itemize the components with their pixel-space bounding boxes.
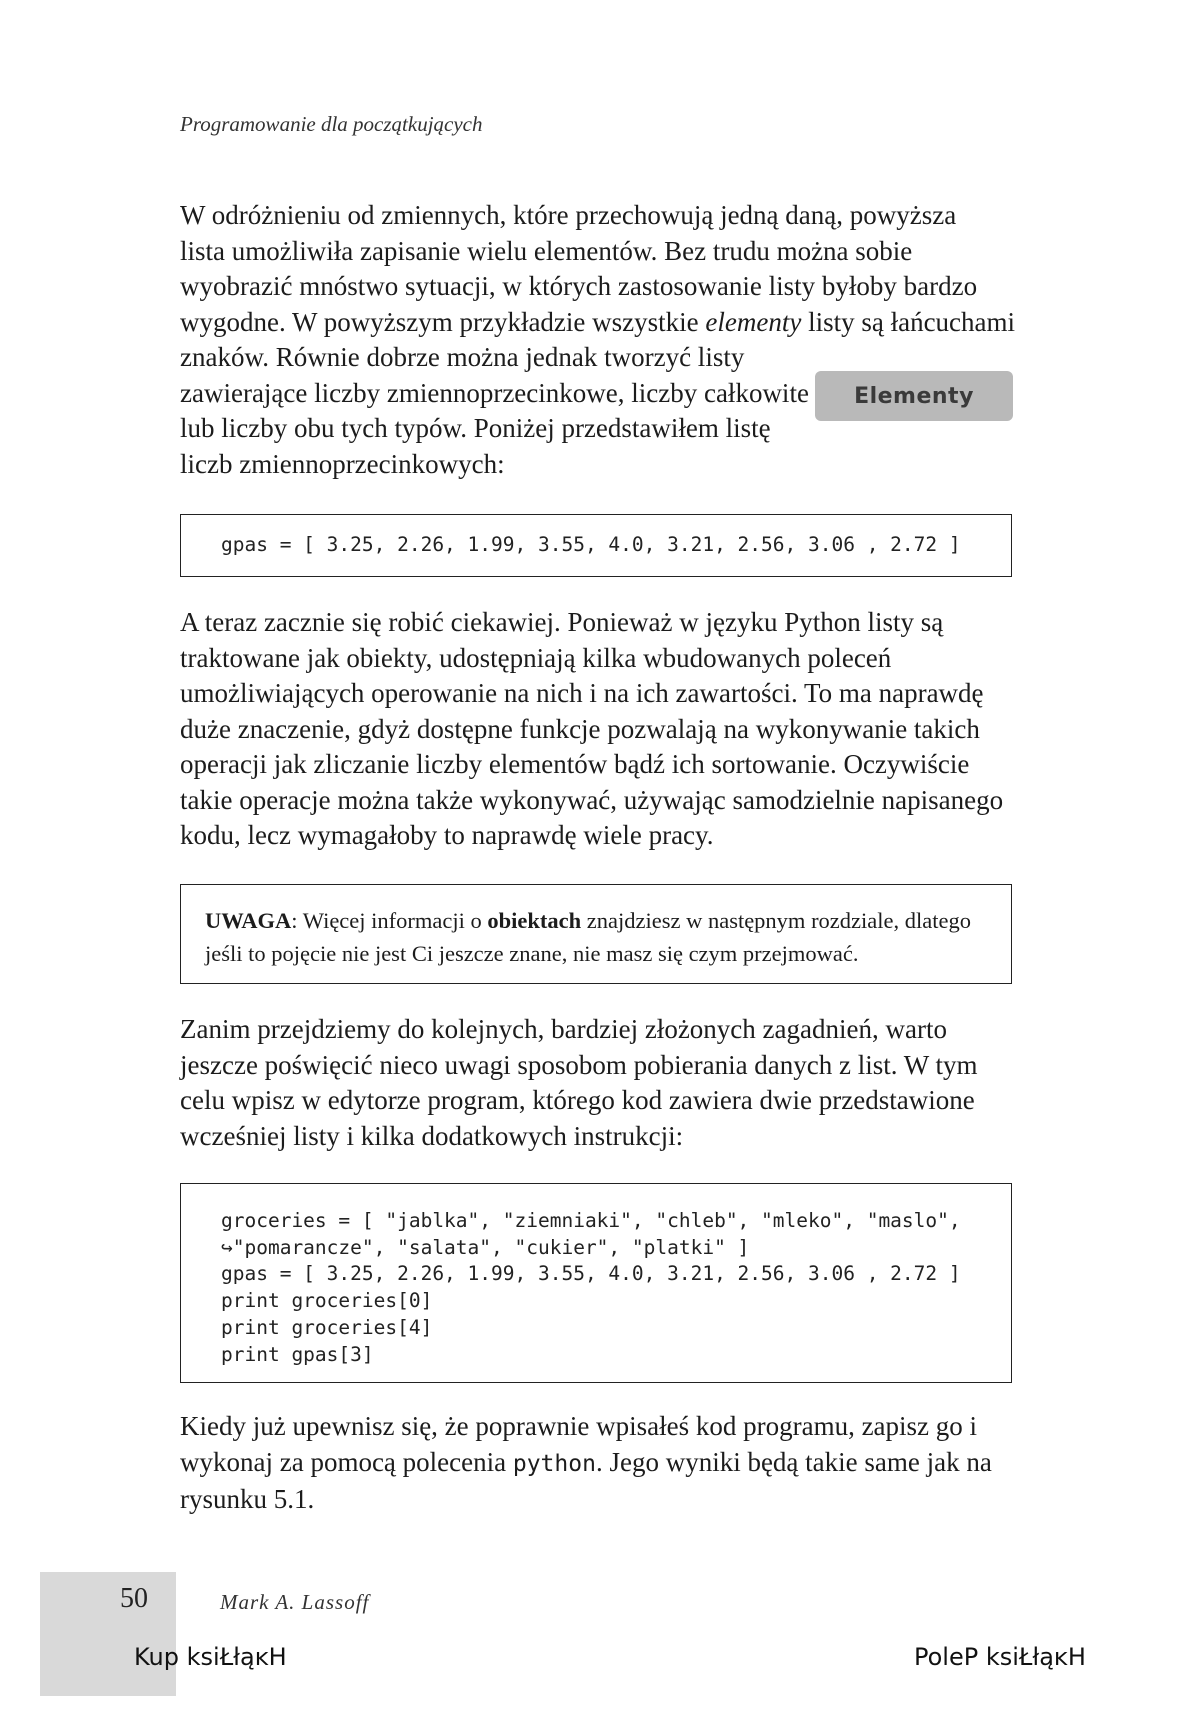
- code-line: ↪"pomarancze", "salata", "cukier", "platki" ]: [221, 1235, 750, 1259]
- paragraph-2: A teraz zacznie się robić ciekawiej. Ponieważ w języku Python listy są traktowane jak obiekty, udostępniają kilka wbudowanych poleceń umożliwiających operowanie na nich i na ich zawartości. To ma naprawdę duże znaczenie, gdyż dostępne funkcje pozwalają na wykonywanie takich operacji jak zliczanie liczby elementów bądź ich sortowanie. Oczywiście takie operacje można także wykonywać, używając samodzielnie napisanego kodu, lecz wymagałoby to naprawdę wiele pracy.: [180, 607, 1004, 850]
- code-line: groceries = [ "jablka", "ziemniaki", "chleb", "mleko", "maslo",: [221, 1209, 961, 1232]
- paragraph-1-line: [180, 305, 1016, 341]
- code-block-program: [180, 1183, 1012, 1383]
- side-tag-elementy: Elementy: [815, 371, 1013, 421]
- code-line: print groceries[0]: [221, 1289, 433, 1313]
- text-run: wygodne. W powyższym przykładzie wszystkie: [180, 306, 706, 337]
- paragraph-1-line: lub liczby obu tych typów. Poniżej przedstawiłem listę: [180, 413, 771, 443]
- paragraph-3: Zanim przejdziemy do kolejnych, bardziej złożonych zagadnień, warto jeszcze poświęcić nieco uwagi sposobom pobierania danych z list. W tym celu wpisz w edytorze program, którego kod zawiera dwie przedstawione wcześniej listy i kilka dodatkowych instrukcji:: [180, 1014, 978, 1151]
- paragraph-4: [180, 1409, 1010, 1518]
- paragraph-1-line: zawierające liczby zmiennoprzecinkowe, liczby całkowite: [180, 377, 809, 408]
- note-label: UWAGA: [205, 908, 292, 933]
- paragraph-1-line: liczb zmiennoprzecinkowych:: [180, 448, 505, 479]
- paragraph-1-line: lista umożliwiła zapisanie wielu elementów. Bez trudu można sobie: [180, 235, 913, 266]
- code-line: print gpas[3]: [221, 1342, 374, 1366]
- paragraph-1-line: W odróżnieniu od zmiennych, które przechowują jedną daną, powyższa: [180, 200, 957, 230]
- rate-book-link[interactable]: PoleP ksiŁłąĸH: [914, 1643, 1086, 1671]
- inline-code: python: [512, 1450, 596, 1477]
- page-number: 50: [120, 1583, 148, 1614]
- note-bold-term: obiektach: [487, 908, 582, 933]
- paragraph-1-line: wyobrazić mnóstwo sytuacji, w których zastosowanie listy byłoby bardzo: [180, 271, 978, 301]
- author-name: Mark A. Lassoff: [220, 1590, 370, 1614]
- emphasis-elementy: elementy: [705, 306, 802, 337]
- running-head: Programowanie dla początkujących: [180, 112, 483, 136]
- code-line: gpas = [ 3.25, 2.26, 1.99, 3.55, 4.0, 3.21, 2.56, 3.06 , 2.72 ]: [221, 1262, 961, 1286]
- note-text: znajdziesz w następnym rozdziale, dlatego jeśli to pojęcie nie jest Ci jeszcze znane, nie masz się czym przejmować.: [205, 908, 971, 966]
- code-block-gpas: [180, 514, 1012, 577]
- code-line: gpas = [ 3.25, 2.26, 1.99, 3.55, 4.0, 3.21, 2.56, 3.06 , 2.72 ]: [221, 533, 961, 557]
- note-box: [180, 884, 1012, 984]
- text-run: Kiedy już upewnisz się, że poprawnie wpisałeś kod programu, zapisz go i wykonaj za pomocą polecenia: [180, 1411, 978, 1477]
- text-run: . Jego wyniki będą takie same jak na rysunku 5.1.: [180, 1446, 992, 1514]
- paragraph-1-line: znaków. Równie dobrze można jednak tworzyć listy: [180, 342, 745, 372]
- buy-book-link[interactable]: Kup ksiŁłąĸH: [134, 1643, 287, 1671]
- paragraph-1: [180, 198, 1016, 482]
- text-run: listy są łańcuchami: [801, 306, 1016, 337]
- code-line: print groceries[4]: [221, 1315, 433, 1339]
- note-text: : Więcej informacji o: [291, 908, 488, 933]
- page-number-box: [40, 1572, 176, 1696]
